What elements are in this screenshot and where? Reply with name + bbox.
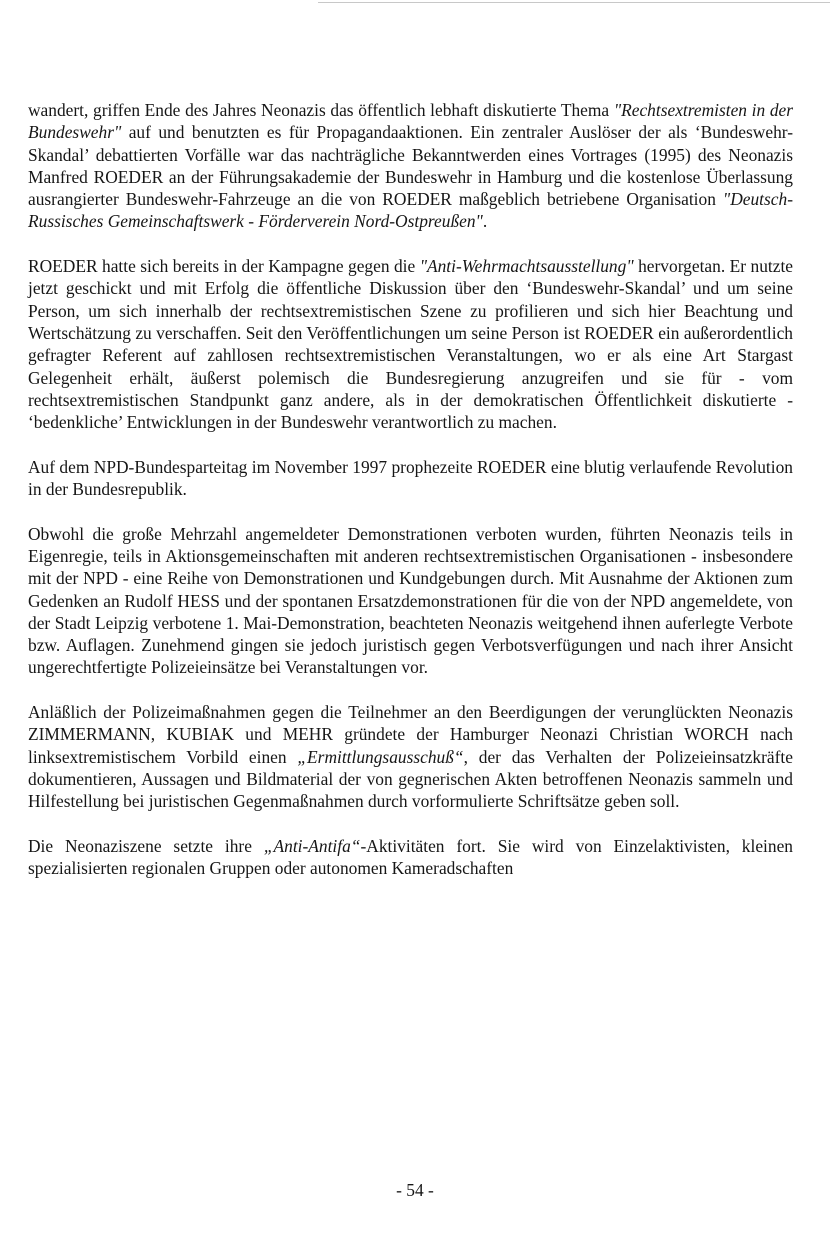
scan-edge-line <box>318 2 830 3</box>
paragraph-roeder <box>28 255 793 433</box>
text-run: , der das Verhalten der Polizeieinsatzkräfte dokumentieren, Aussagen und Bildmaterial der von gegnerischen Akten betroffenen Neonazis sammeln und Hilfestellung bei juristischen Gegenmaßnahmen durch vorformulierte Schriftsätze geben soll. <box>28 746 793 812</box>
paragraph-bundeswehr-theme <box>28 99 793 233</box>
paragraph-ermittlungsausschuss <box>28 701 793 812</box>
paragraph-anti-antifa <box>28 835 793 880</box>
text-run: Obwohl die große Mehrzahl angemeldeter Demonstrationen verboten wurden, führten Neonazis teils in Eigenregie, teils in Aktionsgemeinschaften mit anderen rechtsextremistischen Organisationen - insbesondere mit der NPD - eine Reihe von Demonstrationen und Kundgebungen durch. Mit Ausnahme der Aktionen zum Gedenken an Rudolf HESS und der spontanen Ersatzdemonstrationen für die von der NPD angemeldete, von der Stadt Leipzig verbotene 1. Mai-Demonstration, beachteten Neonazis weitgehend ihnen auferlegte Verbote bzw. Auflagen. Zunehmend gingen sie jedoch juristisch gegen Verbotsverfügungen und nach ihrer Ansicht ungerechtfertigte Polizeieinsätze bei Veranstaltungen vor. <box>28 523 793 678</box>
document-body <box>28 99 793 902</box>
organisation-name: "Deutsch-Russisches Gemeinschaftswerk - Förderverein Nord-Ostpreußen" <box>28 189 793 232</box>
text-run: Die Neonaziszene setzte ihre <box>28 835 264 856</box>
text-run: ROEDER hatte sich bereits in der Kampagne gegen die <box>28 256 420 277</box>
text-run: -Aktivitäten fort. Sie wird von Einzelaktivisten, kleinen spezialisierten regionalen Gruppen oder autonomen Kameradschaften <box>28 835 793 879</box>
paragraph-npd-parteitag <box>28 456 793 501</box>
text-run: Auf dem NPD-Bundesparteitag im November 1997 prophezeite ROEDER eine blutig verlaufende Revolution in der Bundesrepublik. <box>28 456 793 500</box>
text-run: hervorgetan. Er nutzte jetzt geschickt und mit Erfolg die öffentliche Diskussion über den ‘Bundeswehr-Skandal’ und um seine Person, um sich innerhalb der rechtsextremistischen Szene zu profilieren und sich hier Beachtung und Wertschätzung zu verschaffen. Seit den Veröffentlichungen um seine Person ist ROEDER ein außerordentlich gefragter Referent auf zahllosen rechtsextremistischen Veranstaltungen, wo er als eine Art Stargast Gelegenheit erhält, äußerst polemisch die Bundesregierung anzugreifen und sie für - vom rechtsextremistischen Standpunkt ganz andere, als in der demokratischen Öffentlichkeit diskutierte - ‘bedenkliche’ Entwicklungen in der Bundeswehr verantwortlich zu machen. <box>28 256 794 433</box>
paragraph-demonstrationen <box>28 523 793 679</box>
text-run: . <box>482 211 488 232</box>
quoted-term: "Anti-Wehrmachtsausstellung" <box>419 256 634 277</box>
quoted-term: "Rechtsextremisten in der Bundeswehr" <box>28 100 794 143</box>
quoted-term: „Anti-Antifa“ <box>263 835 361 856</box>
text-run: Anläßlich der Polizeimaßnahmen gegen die Teilnehmer an den Beerdigungen der verunglückten Neonazis ZIMMERMANN, KUBIAK und MEHR gründete der Hamburger Neonazi Christian WORCH nach linksextremistischem Vorbild einen <box>28 702 793 767</box>
text-run: wandert, griffen Ende des Jahres Neonazis das öffentlich lebhaft diskutierte Thema <box>28 100 614 120</box>
page-number: - 54 - <box>396 1180 434 1200</box>
quoted-term: „Ermittlungsausschuß“ <box>297 746 464 767</box>
text-run: auf und benutzten es für Propagandaaktionen. Ein zentraler Auslöser der als ‘Bundeswehr-Skandal’ debattierten Vorfälle war das nachträgliche Bekanntwerden eines Vortrages (1995) des Neonazis Manfred ROEDER an der Führungsakademie der Bundeswehr in Hamburg und die kostenlose Überlassung ausrangierter Bundeswehr-Fahrzeuge an die von ROEDER maßgeblich betriebene Organisation <box>28 122 793 210</box>
